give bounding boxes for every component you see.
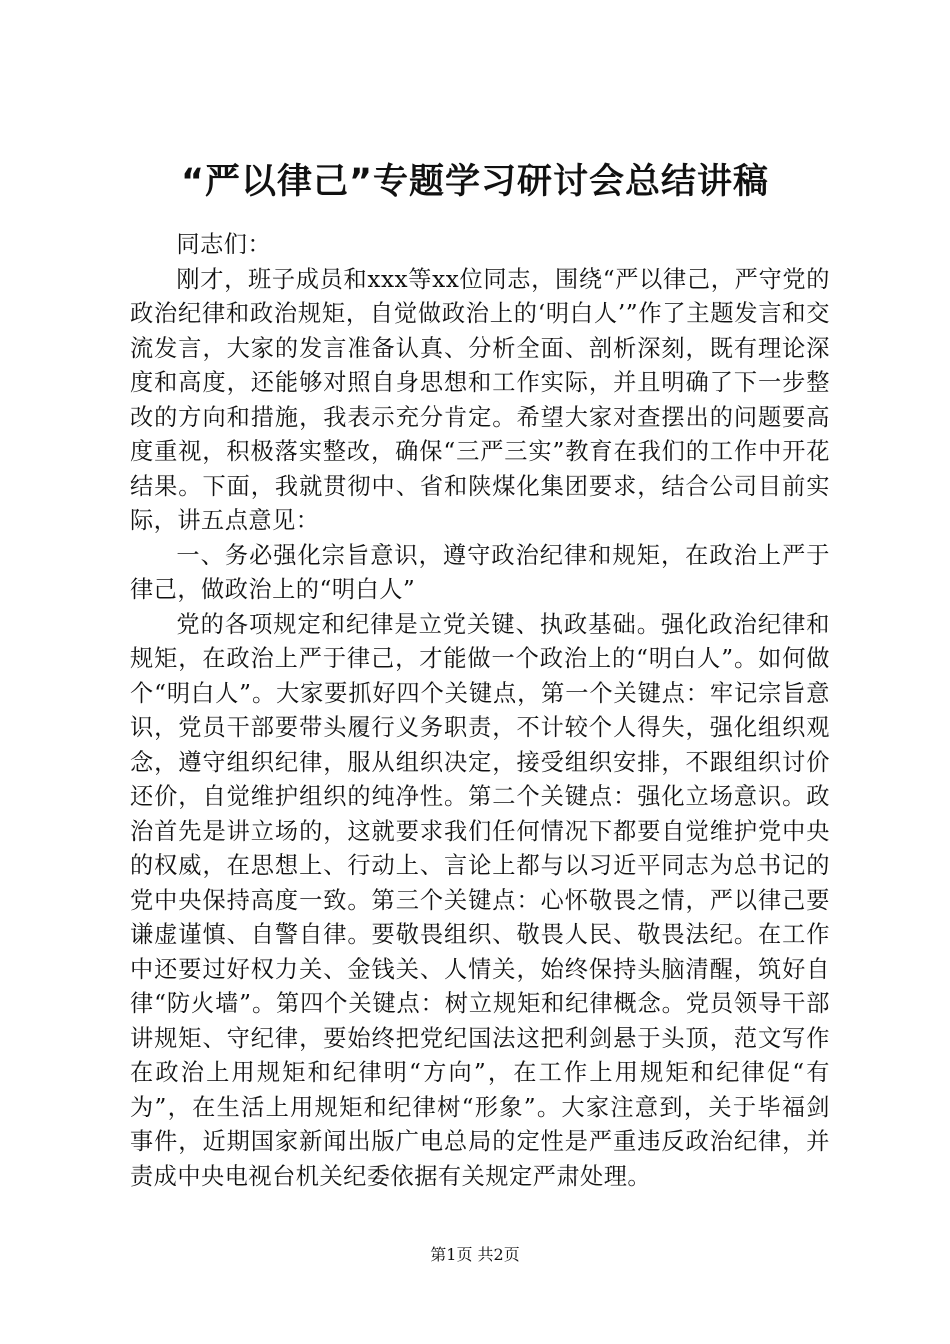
opening-paragraph: 刚才，班子成员和xxx等xx位同志，围绕“严以律己，严守党的政治纪律和政治规矩，自觉做政治上的‘明白人’”作了主题发言和交流发言，大家的发言准备认真、分析全面、剖析深刻，既有理论深度和高度，还能够对照自身思想和工作实际，并且明确了下一步整改的方向和措施，我表示充分肯定。希望大家对查摆出的问题要高度重视，积极落实整改，确保“三严三实”教育在我们的工作中开花结果。下面，我就贯彻中、省和陕煤化集团要求，结合公司目前实际，讲五点意见：	[130, 265, 830, 534]
document-body	[130, 228, 830, 1194]
section-heading-one: 一、务必强化宗旨意识，遵守政治纪律和规矩，在政治上严于律己，做政治上的“明白人”	[130, 541, 830, 603]
document-title: “严以律己”专题学习研讨会总结讲稿	[180, 162, 769, 202]
section-one-paragraph: 党的各项规定和纪律是立党关键、执政基础。强化政治纪律和规矩，在政治上严于律己，才能做一个政治上的“明白人”。如何做个“明白人”。大家要抓好四个关键点，第一个关键点：牢记宗旨意识，党员干部要带头履行义务职责，不计较个人得失，强化组织观念，遵守组织纪律，服从组织决定，接受组织安排，不跟组织讨价还价，自觉维护组织的纯净性。第二个关键点：强化立场意识。政治首先是讲立场的，这就要求我们任何情况下都要自觉维护党中央的权威，在思想上、行动上、言论上都与以习近平同志为总书记的党中央保持高度一致。第三个关键点：心怀敬畏之情，严以律己要谦虚谨慎、自警自律。要敬畏组织、敬畏人民、敬畏法纪。在工作中还要过好权力关、金钱关、人情关，始终保持头脑清醒，筑好自律“防火墙”。第四个关键点：树立规矩和纪律概念。党员领导干部讲规矩、守纪律，要始终把党纪国法这把利剑悬于头顶，范文写作在政治上用规矩和纪律明“方向”，在工作上用规矩和纪律促“有为”，在生活上用规矩和纪律树“形象”。大家注意到，关于毕福剑事件，近期国家新闻出版广电总局的定性是严重违反政治纪律，并责成中央电视台机关纪委依据有关规定严肃处理。	[130, 610, 830, 1190]
page-number-footer: 第1页 共2页	[430, 1245, 520, 1264]
salutation-paragraph: 同志们：	[176, 231, 272, 258]
